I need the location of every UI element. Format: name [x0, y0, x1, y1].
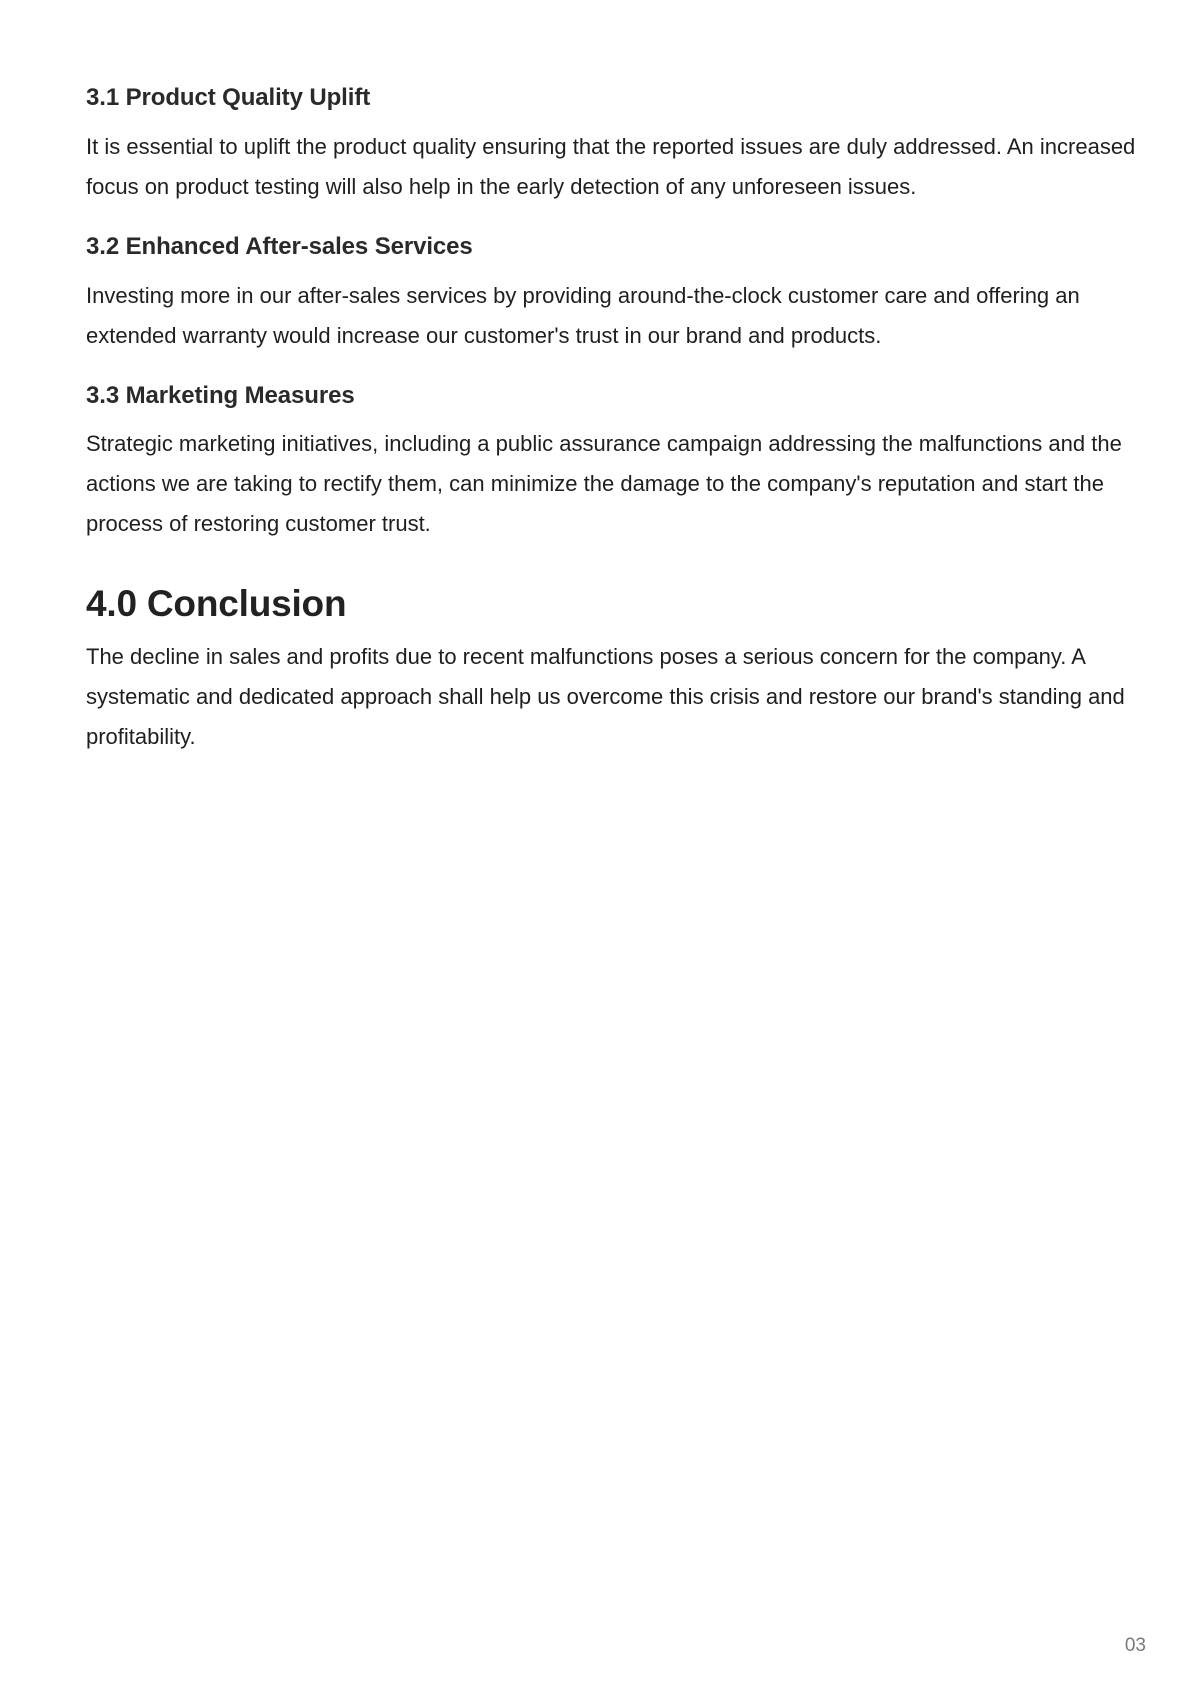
section-heading: 3.3 Marketing Measures — [86, 381, 355, 409]
section-heading: 3.1 Product Quality Uplift — [86, 84, 371, 111]
section-heading: 3.2 Enhanced After-sales Services — [86, 232, 473, 260]
section-product-quality-uplift — [86, 84, 1136, 207]
section-body: It is essential to uplift the product quality ensuring that the reported issues are duly addressed. An increased focus on product testing will also help in the early detection of any unforeseen issues. — [86, 133, 1136, 199]
section-body: Investing more in our after-sales services by providing around-the-clock customer care and offering an extended warranty would increase our customer's trust in our brand and products. — [86, 282, 1080, 348]
page-number: 03 — [1124, 1635, 1146, 1656]
section-conclusion — [86, 582, 1136, 756]
section-marketing-measures — [86, 382, 1136, 545]
section-after-sales-services — [86, 233, 1136, 356]
conclusion-body: The decline in sales and profits due to recent malfunctions poses a serious concern for the company. A systematic and dedicated approach shall help us overcome this crisis and restore our brand's standing and profitability. — [86, 643, 1125, 749]
section-body: Strategic marketing initiatives, including a public assurance campaign addressing the malfunctions and the actions we are taking to rectify them, can minimize the damage to the company's reputation and start the process of restoring customer trust. — [86, 431, 1122, 537]
conclusion-heading: 4.0 Conclusion — [86, 583, 347, 625]
page-content — [86, 84, 1136, 783]
